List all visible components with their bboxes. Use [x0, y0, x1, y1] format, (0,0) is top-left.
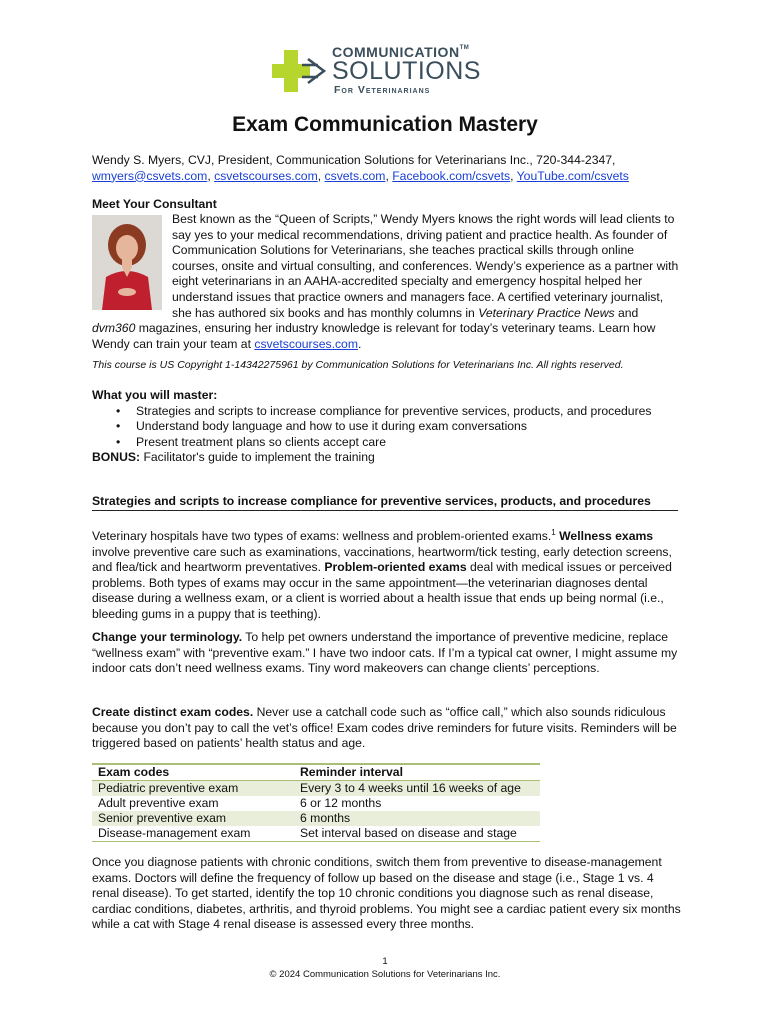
email-link[interactable]: wmyers@csvets.com — [92, 168, 208, 183]
master-section — [92, 388, 682, 466]
logo-plus-arrow-icon — [272, 50, 330, 92]
author-links: wmyers@csvets.com, csvetscourses.com, csvets.com, Facebook.com/csvets, YouTube.com/csvets — [92, 168, 629, 183]
publication-1: Veterinary Practice News — [478, 305, 615, 320]
page-number: 1 — [382, 956, 388, 967]
header-exam-codes: Exam codes — [92, 764, 294, 781]
footer-copyright: © 2024 Communication Solutions for Veterinarians Inc. — [269, 969, 501, 980]
master-heading: What you will master: — [92, 388, 218, 402]
youtube-link[interactable]: YouTube.com/csvets — [516, 168, 629, 183]
paragraph-exam-types: Veterinary hospitals have two types of exams: wellness and problem-oriented exams.$^1$ Wellness exams involve preventive care such as examinations, vaccinations, heartworm/tick testing, early detection screens, and flea/tick and heartworm preventatives. Problem-oriented exams deal with medical issues or perceived problems. Both types of exams may occur in the same appointment—the veterinarian diagnoses dental disease during a wellness exam, or a client is worried about a health issue that ends up being normal (i.e., bleeding gums in a puppy that is teething). — [92, 528, 672, 622]
photo-wrap-spacer — [92, 212, 172, 310]
bio-courses-link[interactable]: csvetscourses.com — [254, 336, 358, 351]
table-row: Disease-management exam Set interval based on disease and stage — [92, 826, 540, 842]
logo-line1: COMMUNICATION — [332, 44, 460, 60]
table-row: Senior preventive exam 6 months — [92, 811, 540, 826]
publication-2: dvm360 — [92, 321, 136, 336]
footer — [0, 955, 770, 981]
table-row: Pediatric preventive exam Every 3 to 4 weeks until 16 weeks of age — [92, 781, 540, 797]
author-line: Wendy S. Myers, CVJ, President, Communication Solutions for Veterinarians Inc., 720-344-2347, — [92, 153, 616, 167]
logo-tm: TM — [459, 45, 470, 51]
section-heading: Strategies and scripts to increase compliance for preventive services, products, and procedures — [92, 494, 651, 508]
header-reminder-interval: Reminder interval — [294, 764, 540, 781]
csvets-link[interactable]: csvets.com — [324, 168, 386, 183]
table-header-row — [92, 764, 540, 781]
list-item: • Understand body language and how to use it during exam conversations — [136, 419, 682, 435]
company-logo — [272, 43, 502, 99]
facebook-link[interactable]: Facebook.com/csvets — [392, 168, 511, 183]
consultant-heading: Meet Your Consultant — [92, 197, 217, 211]
consultant-bio: Best known as the “Queen of Scripts,” Wendy Myers knows the right words will lead clients to say yes to your medical recommendations, driving patient and practice health. As founder of Communication Solutions for Veterinarians, she teaches practical skills through online courses, onsite and virtual consulting, and conferences. Wendy’s experience as a partner with eight veterinarians in an AAHA-accredited specialty and emergency hospital helped her understand issues that practice owners and managers face. A certified veterinary journalist, she has authored six books and has monthly columns in Veterinary Practice News and dvm360 magazines, ensuring her industry knowledge is relevant for today’s veterinary teams. Learn how Wendy can train your team at csvetscourses.com. — [92, 212, 679, 351]
exam-codes-table — [92, 763, 540, 842]
author-block — [92, 153, 682, 184]
table-row: Adult preventive exam 6 or 12 months — [98, 796, 382, 810]
logo-line2: SOLUTIONS — [332, 57, 481, 85]
list-item: • Strategies and scripts to increase compliance for preventive services, products, and procedures — [136, 404, 682, 420]
csvetscourses-link[interactable]: csvetscourses.com — [214, 168, 318, 183]
paragraph-terminology: Change your terminology. To help pet owners understand the importance of preventive medicine, replace “wellness exam” with “preventive exam.” I have two indoor cats. If I’m a typical cat owner, I might assume my indoor cats don’t need wellness exams. Tiny word makeovers can change clients’ perceptions. — [92, 630, 678, 676]
copyright-note: This course is US Copyright 1-14342275961 by Communication Solutions for Veterinarians Inc. All rights reserved. — [92, 359, 624, 371]
bonus-line: BONUS: Facilitator's guide to implement the training — [92, 450, 375, 465]
section-divider — [92, 510, 678, 511]
logo-line3: For Veterinarians — [334, 84, 431, 96]
master-list — [92, 404, 682, 451]
paragraph-exam-codes: Create distinct exam codes. Never use a catchall code such as “office call,” which also sounds ridiculous because you don’t pay to call the vet’s office! Exam codes drive reminders for future visits. Reminders will be triggered based on patients’ health status and age. — [92, 705, 677, 751]
page-title: Exam Communication Mastery — [232, 113, 538, 136]
paragraph-disease-management: Once you diagnose patients with chronic conditions, switch them from preventive to disease-management exams. Doctors will define the frequency of follow up based on the disease and stage (i.e., Stage 1 vs. 4 renal disease). To get started, identify the top 10 chronic conditions you diagnose such as renal disease, cardiac conditions, diabetes, arthritis, and thyroid problems. You might see a cardiac patient every six months while a cat with Stage 4 renal disease is assessed every three months. — [92, 855, 681, 932]
list-item: • Present treatment plans so clients accept care — [136, 435, 682, 451]
